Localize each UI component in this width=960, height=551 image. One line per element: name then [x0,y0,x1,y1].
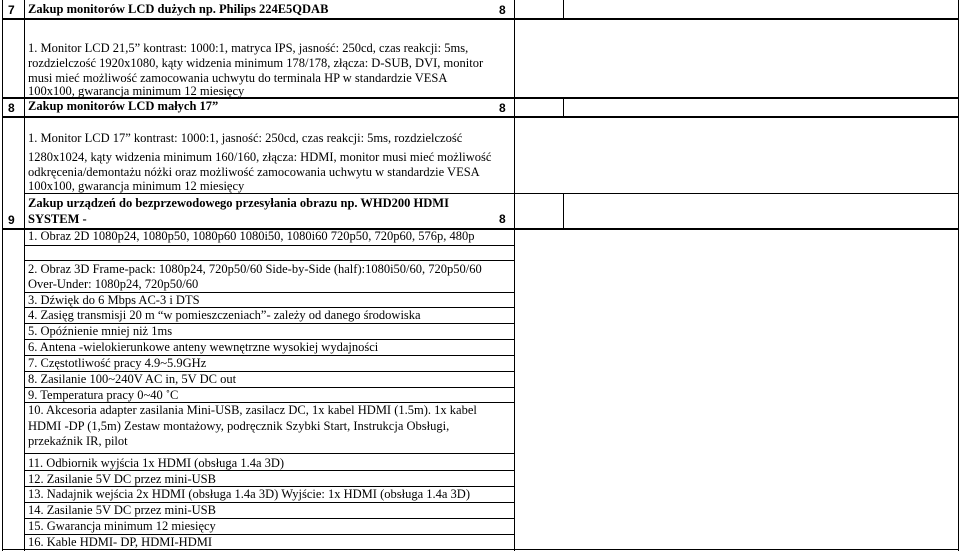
row-quantity: 8 [499,101,506,115]
table-border-left [2,0,3,551]
sub-row-separator [24,245,515,246]
spec-item: 5. Opóźnienie mniej niż 1ms [28,324,173,338]
sub-row-separator [24,453,515,454]
spec-item: 6. Antena -wielokierunkowe anteny wewnętrzne wysokiej wydajności [28,340,379,354]
table-divider-qty-right [563,0,564,18]
row-number: 9 [8,213,15,227]
row-separator [2,18,959,20]
spec-item: 13. Nadajnik wejścia 2x HDMI (obsługa 1.4a 3D) Wyjście: 1x HDMI (obsługa 1.4a 3D) [28,487,470,501]
spec-item: 15. Gwarancja minimum 12 miesięcy [28,519,216,533]
row-description-line: rozdzielczość 1920x1080, kąty widzenia minimum 178/178, złącza: D-SUB, DVI, monitor [28,56,484,70]
row-description-line: 100x100, gwarancja minimum 12 miesięcy [28,84,245,98]
row-number: 7 [8,3,15,17]
row-description-line: musi mieć możliwość zamocowania uchwytu do terminala HP w standardzie VESA [28,71,448,85]
table-divider-content-right [514,0,515,551]
row-title: SYSTEM - [28,212,87,226]
row-title: Zakup monitorów LCD małych 17” [28,99,219,113]
row-description-line: 1. Monitor LCD 17” kontrast: 1000:1, jasność: 250cd, czas reakcji: 5ms, rozdzielczość [28,131,463,145]
row-title: Zakup urządzeń do bezprzewodowego przesyłania obrazu np. WHD200 HDMI [28,196,449,210]
table-divider-qty-right [563,193,564,229]
spec-item: HDMI -DP (1,5m) Zestaw montażowy, podręcznik Szybki Start, Instrukcja Obsługi, [28,419,450,433]
row-description-line: 1280x1024, kąty widzenia minimum 160/160, złącza: HDMI, monitor musi mieć możliwość [28,150,492,164]
spec-item: 10. Akcesoria adapter zasilania Mini-USB, zasilacz DC, 1x kabel HDMI (1.5m). 1x kabel [28,403,477,417]
row-title: Zakup monitorów LCD dużych np. Philips 224E5QDAB [28,2,329,16]
sub-row-separator [24,260,515,261]
row-quantity: 8 [499,212,506,226]
spec-item: 7. Częstotliwość pracy 4.9~5.9GHz [28,356,207,370]
row-quantity: 8 [499,3,506,17]
spec-item: 1. Obraz 2D 1080p24, 1080p50, 1080p60 1080i50, 1080i60 720p50, 720p60, 576p, 480p [28,229,475,243]
spec-item: 11. Odbiornik wyjścia 1x HDMI (obsługa 1.4a 3D) [28,456,285,470]
spec-item: przekaźnik IR, pilot [28,434,128,448]
spec-item: 12. Zasilanie 5V DC przez mini-USB [28,472,216,486]
spec-item: 4. Zasięg transmisji 20 m “w pomieszczeniach”- zależy od danego środowiska [28,308,421,322]
spec-item: 3. Dźwięk do 6 Mbps AC-3 i DTS [28,293,200,307]
spec-item: 14. Zasilanie 5V DC przez mini-USB [28,503,216,517]
spec-item: 9. Temperatura pracy 0~40 ˚C [28,388,179,402]
spec-item: Over-Under: 1080p24, 720p50/60 [28,277,199,291]
table-border-right [958,0,959,551]
row-description-line: 1. Monitor LCD 21,5” kontrast: 1000:1, matryca IPS, jasność: 250cd, czas reakcji: 5ms, [28,41,469,55]
row-number: 8 [8,101,15,115]
spec-item: 16. Kable HDMI- DP, HDMI-HDMI [28,535,213,549]
row-separator [2,116,959,118]
row-description-line: odkręcenia/demontażu nóżki oraz możliwość zamocowania uchwytu w standardzie VESA [28,165,480,179]
table-divider-number-column [24,0,25,551]
table-divider-qty-right [563,98,564,117]
spec-item: 8. Zasilanie 100~240V AC in, 5V DC out [28,372,237,386]
row-description-line: 100x100, gwarancja minimum 12 miesięcy [28,179,245,193]
spec-item: 2. Obraz 3D Frame-pack: 1080p24, 720p50/60 Side-by-Side (half):1080i50/60, 720p50/60 [28,262,482,276]
